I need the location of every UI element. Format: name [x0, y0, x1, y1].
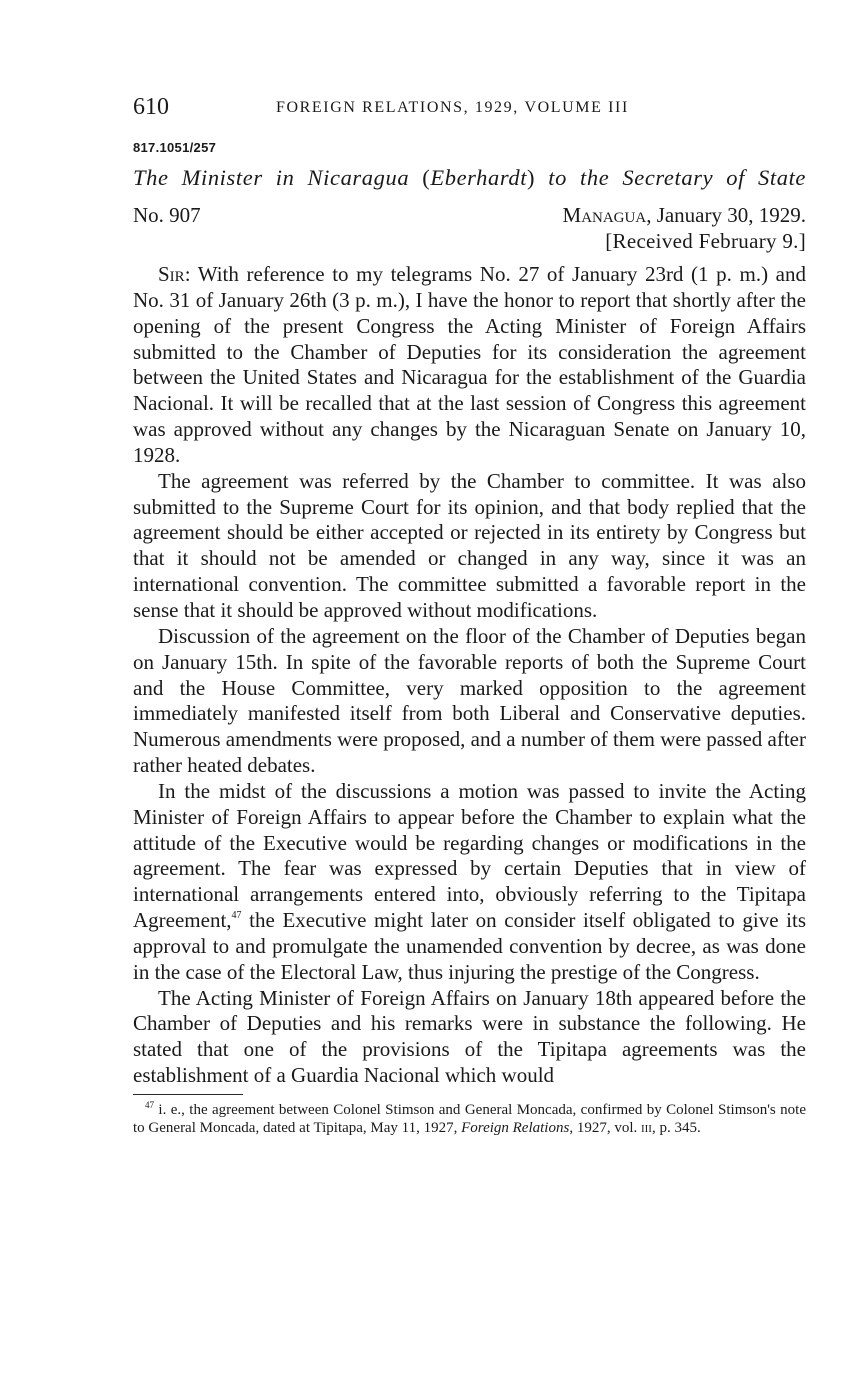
paragraph-4-text-a: In the midst of the discussions a motion was passed to invite the Acting Minister of Foreign Affairs to appear before the Chamber to explain what the attitude of the Executive would be regarding changes or modifications in the agreement. The fear was expressed by certain Deputies that in view of international arrangements entered into, obviously referring to the Tipitapa Agreement, [133, 778, 806, 933]
running-volume: VOLUME III [524, 99, 629, 116]
paragraph-2: The agreement was referred by the Chamber to committee. It was also submitted to the Supreme Court for its opinion, and that body replied that the agreement should be either accepted or rejected in its entirety by Congress but that it should not be amended or changed in any way, since it was an international convention. The committee submitted a favorable report in the sense that it should be approved without modifications. [133, 468, 806, 622]
document-page [133, 92, 806, 1137]
footnote [133, 1101, 806, 1137]
page-number: 610 [133, 94, 169, 120]
footnote-marker: 47 [145, 1100, 154, 1110]
title-part-2: to the Secretary of State [548, 165, 807, 190]
paragraph-1-text: : With reference to my telegrams No. 27 of January 23rd (1 p. m.) and No. 31 of January 26th (3 p. m.), I have the honor to report that shortly after the opening of the present Congress the Acting Minister of Foreign Affairs submitted to the Chamber of Deputies for its consideration the agreement between the United States and Nicaragua for the establishment of the Guardia Nacional. It will be recalled that at the last session of Congress this agreement was approved without any changes by the Nicaraguan Senate on January 10, 1928. [133, 262, 806, 467]
footnote-text-c: , p. 345. [651, 1120, 701, 1136]
file-number: 817.1051/257 [133, 140, 217, 155]
footnote-text-b: , 1927, vol. [569, 1120, 638, 1136]
date: , January 30, 1929. [646, 203, 806, 227]
paragraph-1 [133, 262, 806, 469]
paragraph-3: Discussion of the agreement on the floor of the Chamber of Deputies began on January 15th. In spite of the favorable reports of both the Supreme Court and the House Committee, very marked opposition to the agreement immediately manifested itself from both Liberal and Conservative deputies. Numerous amendments were proposed, and a number of them were passed after rather heated debates. [133, 623, 806, 778]
paragraph-4 [133, 779, 806, 986]
letter-body [133, 262, 806, 1089]
title-paren-close: ) [527, 165, 536, 190]
place-date [563, 202, 806, 228]
received-date: [Received February 9.] [605, 229, 806, 253]
running-title-text: FOREIGN RELATIONS, 1929, [276, 99, 519, 116]
paragraph-5: The Acting Minister of Foreign Affairs on January 18th appeared before the Chamber of Deputies and his remarks were in substance the following. He stated that one of the provisions of the Tipitapa agreements was the establishment of a Guardia Nacional which would [133, 985, 806, 1088]
title-paren-open: ( [422, 165, 431, 190]
salutation: Sir [158, 262, 185, 286]
paragraph-4-text-b: the Executive might later on consider itself obligated to give its approval to and promulgate the unamended convention by decree, as was done in the case of the Electoral Law, thus injuring the prestige of the Congress. [133, 908, 806, 984]
document-number: No. 907 [133, 203, 201, 227]
footnote-divider [133, 1094, 243, 1095]
running-title [276, 96, 629, 120]
title-name: Eberhardt [430, 165, 528, 190]
footnote-reference[interactable]: 47 [231, 910, 242, 922]
document-title [133, 164, 806, 192]
dateline [133, 202, 806, 254]
title-part-1: The Minister in Nicaragua [133, 165, 410, 190]
footnote-text-a: i. e., the agreement between Colonel Stimson and General Moncada, confirmed by Colonel Stimson's note to General Moncada, dated at Tipitapa, May 11, 1927, [133, 1102, 806, 1136]
running-head [133, 92, 806, 128]
footnote-volume: iii [640, 1120, 652, 1136]
place: Managua [562, 203, 647, 227]
footnote-italic-title: Foreign Relations [461, 1120, 570, 1136]
